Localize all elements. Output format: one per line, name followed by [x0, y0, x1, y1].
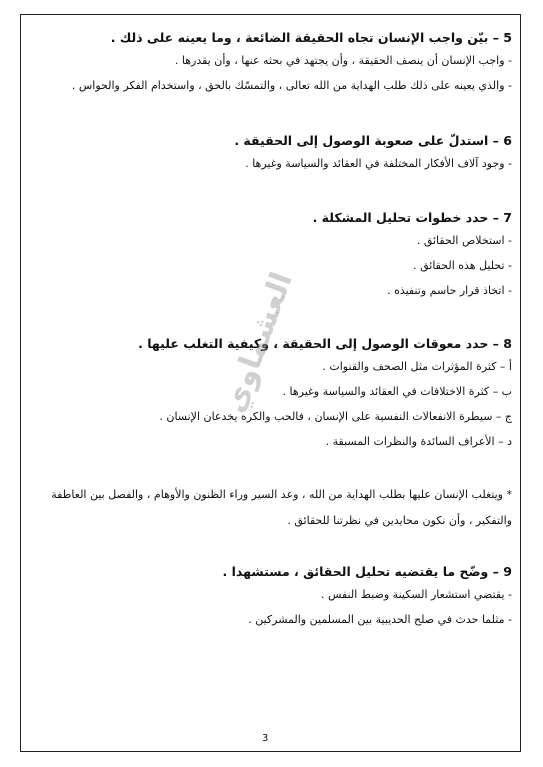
- answer-line: - استخلاص الحقائق .: [416, 234, 512, 247]
- answer-line: ب – كثرة الاختلافات في العقائد والسياسة وغيرها .: [282, 385, 512, 398]
- answer-line: - والذي يعينه على ذلك طلب الهداية من الله تعالى ، والتمسّك بالحق ، واستخدام الفكر والحواس .: [71, 79, 512, 92]
- question-8: [42, 334, 512, 454]
- question-title: 9 – وضّح ما يقتضيه تحليل الحقائق ، مستشهدا .: [222, 564, 512, 579]
- question-6: [42, 131, 512, 176]
- question-7: [42, 208, 512, 303]
- answer-line: - وجود آلاف الأفكار المختلفة في العقائد والسياسة وغيرها .: [245, 157, 512, 170]
- answer-line: - مثلما حدث في صلح الحديبية بين المسلمين والمشركين .: [248, 613, 512, 626]
- question-title: 6 – استدلّ على صعوبة الوصول إلى الحقيقة .: [234, 133, 512, 148]
- answer-line: - تحليل هذه الحقائق .: [413, 259, 512, 272]
- answer-line: أ – كثرة المؤثرات مثل الصحف والقنوات .: [322, 360, 512, 373]
- page-number: 3: [262, 733, 269, 744]
- author-watermark: العشماوي: [216, 267, 300, 418]
- question-title: 7 – حدد خطوات تحليل المشكلة .: [312, 210, 512, 225]
- overcoming-note: * ويتغلب الإنسان عليها بطلب الهداية من الله ، وعد السير وراء الظنون والأوهام ، والفصل بين العاطفة والتفكير ، وأن نكون محايدين في نظرتنا للحقائق .: [51, 488, 512, 527]
- answer-line: - واجب الإنسان أن ينصف الحقيقة ، وأن يجتهد في بحثه عنها ، وأن يقدرها .: [174, 54, 512, 67]
- question-9: [42, 562, 512, 632]
- answer-line: ج – سيطرة الانفعالات النفسية على الإنسان ، فالحب والكره يخدعان الإنسان .: [159, 410, 512, 423]
- question-title: 8 – حدد معوقات الوصول إلى الحقيقة ، وكيفية التغلب عليها .: [138, 336, 512, 351]
- question-title: 5 – بيّن واجب الإنسان تجاه الحقيقة الضائعة ، وما يعينه على ذلك .: [110, 30, 512, 45]
- answer-line: - يقتضي استشعار السكينة وضبط النفس .: [320, 588, 512, 601]
- answer-line: د – الأعراف السائدة والنظرات المسبقة .: [325, 435, 512, 448]
- answer-line: - اتخاذ قرار حاسم وتنفيذه .: [387, 284, 512, 297]
- question-5: [42, 28, 512, 98]
